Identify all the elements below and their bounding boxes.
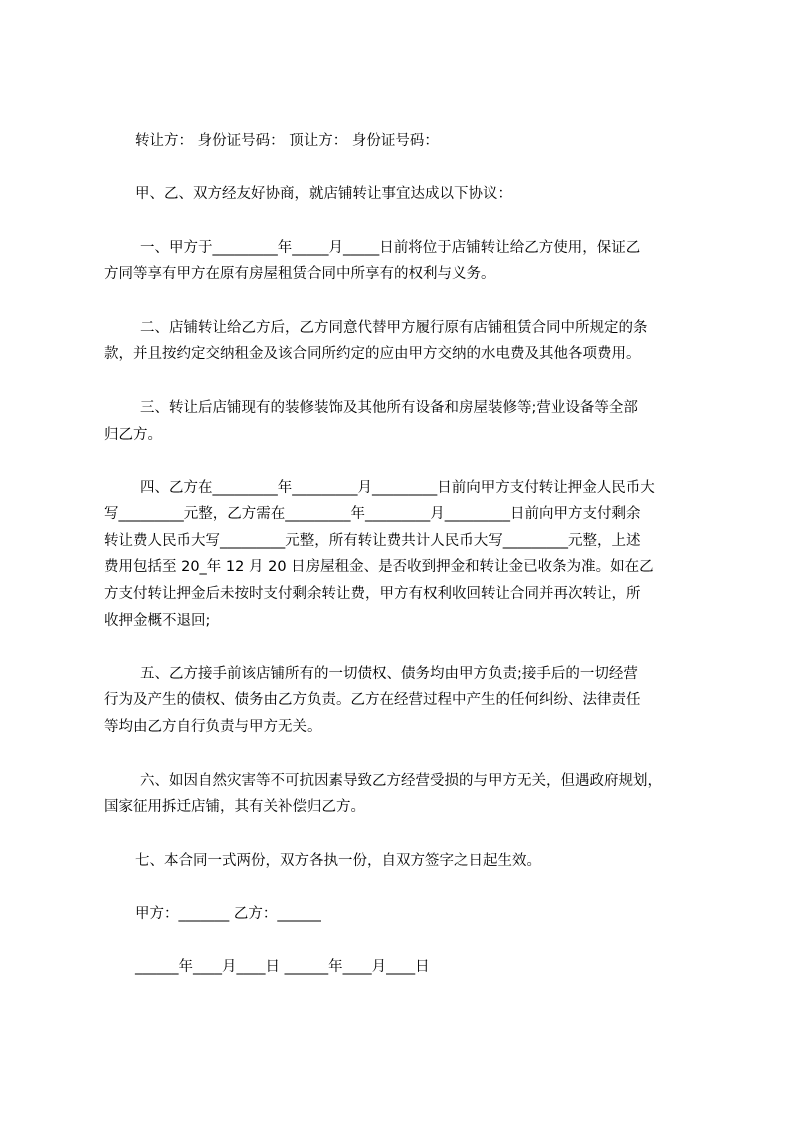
clause-6-line-1: 六、如因自然灾害等不可抗因素导致乙方经营受损的与甲方无关，但遇政府规划，	[140, 773, 662, 789]
clause-5-line-3: 等均由乙方自行负责与甲方无关。	[104, 719, 322, 735]
clause-4-line-6: 收押金概不退回;	[104, 613, 211, 629]
signature-dates: ______年____月____日 ______年____月____日	[135, 959, 430, 975]
clause-6-line-2: 国家征用拆迁店铺，其有关补偿归乙方。	[104, 799, 365, 815]
clause-4-line-1: 四、乙方在_________年_________月_________日前向甲方支付转让押金人民币大	[140, 480, 655, 496]
clause-5-line-2: 行为及产生的债权、债务由乙方负责。乙方在经营过程中产生的任何纠纷、法律责任	[104, 692, 641, 708]
intro-paragraph: 甲、乙、双方经友好协商，就店铺转让事宜达成以下协议：	[135, 186, 512, 202]
clause-5-line-1: 五、乙方接手前该店铺所有的一切债权、债务均由甲方负责;接手后的一切经营	[140, 666, 638, 682]
clause-4-line-2: 写_________元整，乙方需在_________年_________月_________日前向甲方支付剩余	[104, 506, 641, 522]
parties-header: 转让方： 身份证号码： 顶让方： 身份证号码：	[135, 133, 439, 149]
clause-4-line-3: 转让费人民币大写_________元整，所有转让费共计人民币大写_________元整，上述	[104, 533, 641, 549]
clause-4-line-5: 方支付转让押金后未按时支付剩余转让费，甲方有权利收回转让合同并再次转让，所	[104, 586, 641, 602]
clause-3-line-2: 归乙方。	[104, 427, 162, 443]
clause-1-line-2: 方同等享有甲方在原有房屋租赁合同中所享有的权利与义务。	[104, 266, 496, 282]
clause-2-line-2: 款，并且按约定交纳租金及该合同所约定的应由甲方交纳的水电费及其他各项费用。	[104, 346, 641, 362]
clause-4-line-4: 费用包括至 20_年 12 月 20 日房屋租金、是否收到押金和转让金已收条为准。如在乙	[104, 559, 654, 575]
clause-1-line-1: 一、甲方于_________年_____月_____日前将位于店铺转让给乙方使用，保证乙	[140, 240, 641, 256]
clause-3-line-1: 三、转让后店铺现有的装修装饰及其他所有设备和房屋装修等;营业设备等全部	[140, 400, 638, 416]
clause-7-line-1: 七、本合同一式两份，双方各执一份，自双方签字之日起生效。	[135, 853, 541, 869]
signature-parties: 甲方：_______ 乙方：______	[135, 906, 321, 922]
clause-2-line-1: 二、店铺转让给乙方后，乙方同意代替甲方履行原有店铺租赁合同中所规定的条	[140, 320, 648, 336]
